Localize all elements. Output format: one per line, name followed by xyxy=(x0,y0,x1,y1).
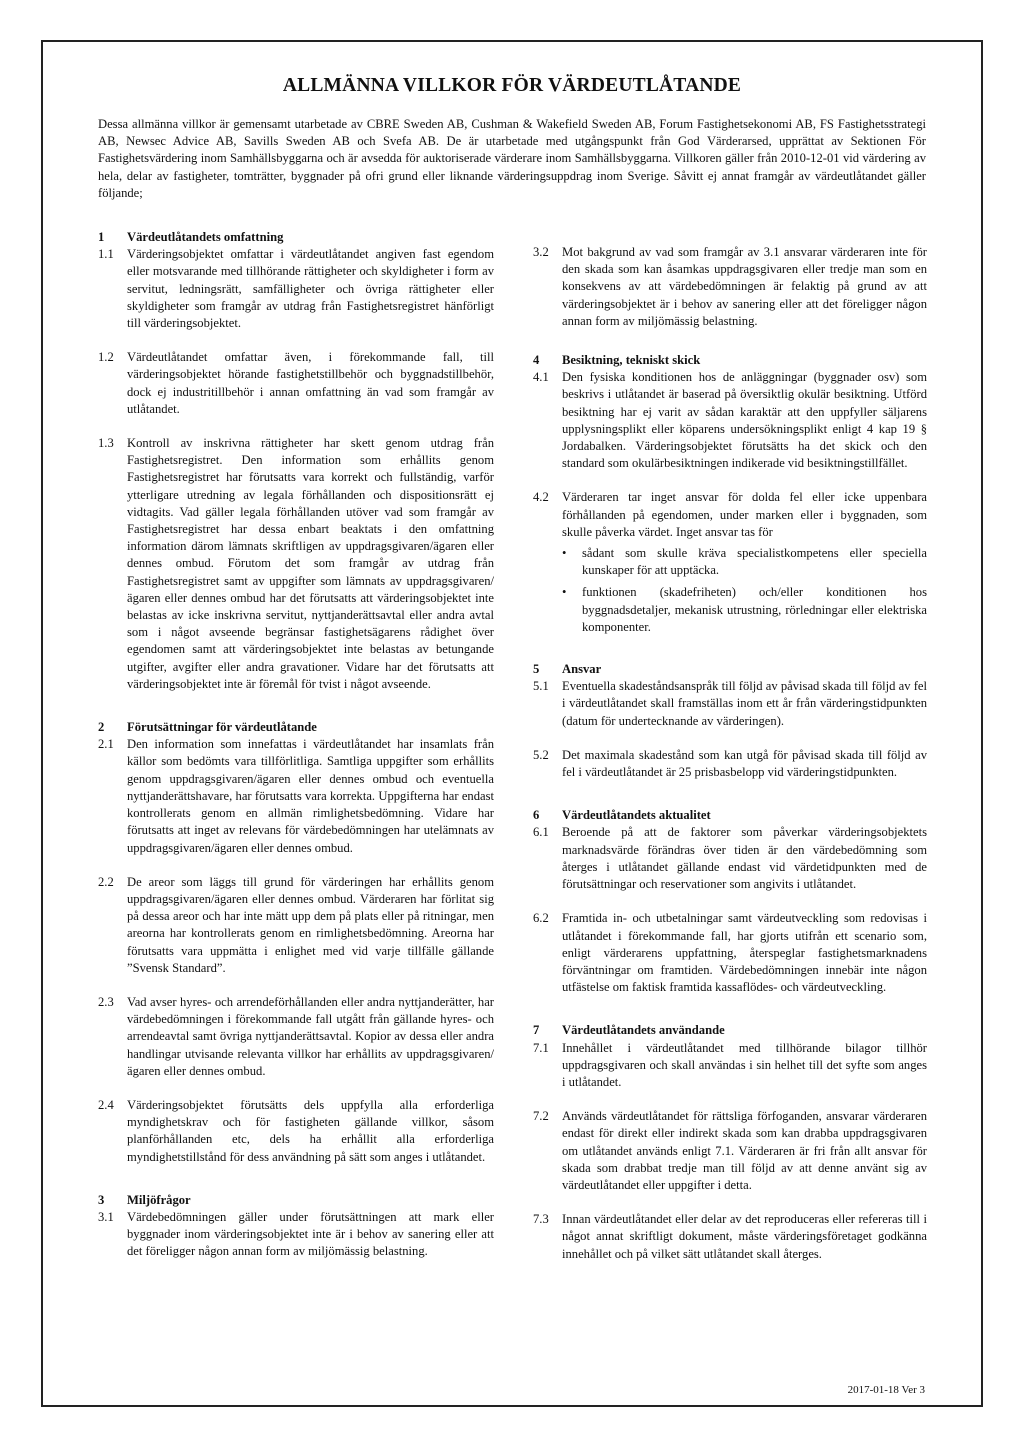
section-number: 6 xyxy=(533,808,540,823)
clause-1-1 xyxy=(98,246,494,332)
clause-number: 4.1 xyxy=(533,370,549,385)
intro-paragraph: Dessa allmänna villkor är gemensamt utarbetade av CBRE Sweden AB, Cushman & Wakefield Sweden AB, Forum Fastighetsekonomi AB, FS Fastighetsstrategi AB, Newsec Advice AB, Savills Sweden AB och Svefa AB. De är utarbetade med utgångspunkt från God Värderarsed, upprättat av Sektionen För Fastighetsvärdering inom Samhällsbyggarna och är avsedda för auktoriserade värderare inom Samhällsbyggarna. Villkoren gäller från 2010-12-01 vid värdering av hela, delar av fastigheter, tomträtter, byggnader på ofri grund eller liknande värderingsuppdrag inom Sverige. Såvitt ej annat framgår av värdeutlåtandet gäller följande; xyxy=(98,117,926,200)
clause-text: Vad avser hyres- och arrendeförhållanden eller andra nyttjanderätter, har värdebedömningen i förekommande fall utgått från gällande hyres- och arrendeavtal samt övriga nyttjanderättsavtal. Kopior av dessa eller andra handlingar utvisande relevanta villkor har erhållits av uppdragsgivaren/ägaren eller dennes ombud. xyxy=(127,994,494,1078)
clause-number: 3.1 xyxy=(98,1209,114,1224)
clause-number: 5.2 xyxy=(533,747,549,762)
section-number: 1 xyxy=(98,230,105,244)
section-3 xyxy=(98,1192,494,1261)
section-title: Miljöfrågor xyxy=(127,1192,191,1207)
bullet-item: • funktionen (skadefriheten) och/eller konditionen hos byggnadsdetaljer, mekanisk utrustning, rörledningar eller elektriska komponenter. xyxy=(562,584,927,636)
clause-text: Det maximala skadestånd som kan utgå för påvisad skada till följd av fel i värdeutlåtandet är 25 prisbasbelopp vid värderingstidpunkten. xyxy=(562,747,927,780)
clause-5-2 xyxy=(533,747,927,781)
page-frame xyxy=(41,40,983,1407)
clause-number: 7.1 xyxy=(533,1040,549,1055)
clause-7-3 xyxy=(533,1211,927,1263)
clause-text: De areor som läggs till grund för värderingen har erhållits genom uppdragsgivaren/ägaren eller dennes ombud. Värderaren har förlitat sig på dessa areor och har inte mätt upp dem på plats eller på ritningar, men areorna har kontrollerats genom en rimlighetsbedömning. Areorna har förutsatts vara uppmätta i enlighet med vid varje tillfälle gällande ”Svensk Standard”. xyxy=(127,874,494,975)
section-heading xyxy=(98,719,494,736)
clause-text: Värderingsobjektet förutsätts dels uppfylla alla erforderliga myndighetskrav och för fastigheten gällande villkor, såsom planförhållanden etc, dels ha erhållit alla erforderliga myndighetstillstånd för dess användning på sätt som anges i utlåtandet. xyxy=(127,1097,494,1164)
clause-text: Värderaren tar inget ansvar för dolda fel eller icke uppenbara förhållanden på egendomen, under marken eller i byggnaden, som skulle påverka värdet. Inget ansvar tas för xyxy=(562,490,927,539)
version-footer: 2017-01-18 Ver 3 xyxy=(847,1384,925,1396)
clause-number: 1.3 xyxy=(98,436,114,451)
bullet-icon: • xyxy=(562,585,567,600)
clause-4-2 xyxy=(533,489,927,641)
section-title: Värdeutlåtandets aktualitet xyxy=(562,808,711,823)
clause-text: Beroende på att de faktorer som påverkar värderingsobjektets marknadsvärde förändras över tiden är den värdebedömning som återges i utlåtandet gällande endast vid värdetidpunkten med de förutsättningar och reservationer som angivits i utlåtandet. xyxy=(562,825,927,892)
section-number: 4 xyxy=(533,353,540,368)
clause-text: Kontroll av inskrivna rättigheter har skett genom utdrag från Fastighetsregistret. Den information som erhållits genom Fastighetsregistret har förutsatts vara korrekt och fullständig, varför ytterligare utredning av legala förhållanden och dispositionsrätt ej vidtagits. Vad gäller legala förhållanden utöver vad som framgår av Fastighetsregistret har dessa enbart beaktats i den omfattning information därom lämnats skriftligen av uppdragsgivaren/ägaren eller dennes ombud. Förutom det som framgår av utdrag från Fastighetsregistret samt av uppgifter som lämnats av uppdragsgivaren/ägaren eller dennes ombud har det förutsatts att värderingsobjektet inte belastas av icke inskrivna servitut, nyttjanderättsavtal eller andra avtal som i något avseende begränsar fastighetsägarens rådighet över egendomen samt att värderingsobjektet inte belastas av betungande utgifter, avgifter eller andra gravationer. Vidare har det förutsatts att värderingsobjektet inte är föremål för tvist i något avseende. xyxy=(127,436,494,691)
clause-number: 3.2 xyxy=(533,245,549,259)
clause-2-3 xyxy=(98,994,494,1080)
clause-number: 2.4 xyxy=(98,1097,114,1112)
section-title: Ansvar xyxy=(562,662,602,677)
bullet-icon: • xyxy=(562,546,567,561)
bullet-list xyxy=(562,545,927,636)
clause-number: 6.2 xyxy=(533,911,549,926)
clause-number: 5.1 xyxy=(533,679,549,694)
section-1 xyxy=(98,229,494,693)
section-number: 7 xyxy=(533,1023,540,1038)
clause-text: Framtida in- och utbetalningar samt värdeutveckling som redovisas i utlåtandet i förekommande fall, har gjorts utifrån ett scenario som, enligt värderarens uppfattning, återspeglar fastighetsmarknadens förväntningar om framtiden. Värdebedömningen innebär inte någon utfästelse om faktisk framtida kassaflödes- och värdeutveckling. xyxy=(562,911,927,995)
clause-text: Värderingsobjektet omfattar i värdeutlåtandet angiven fast egendom eller motsvarande med tillhörande rättigheter och skyldigheter i form av servitut, ledningsrätt, samfälligheter och övriga rättigheter eller skyldigheter som framgår av utdrag från Fastighetsregistret hänförligt till värderingsobjektet. xyxy=(127,247,494,331)
section-heading xyxy=(533,661,927,678)
clause-text: Eventuella skadeståndsanspråk till följd av påvisad skada till följd av fel i värdeutlåtandet skall framställas inom ett år från värderingstidpunkten (datum för undertecknande av värderingen). xyxy=(562,679,927,728)
clause-number: 1.2 xyxy=(98,350,114,365)
section-7 xyxy=(533,1022,927,1262)
clause-6-2 xyxy=(533,910,927,996)
section-heading xyxy=(533,1022,927,1039)
clause-text: Den fysiska konditionen hos de anläggningar (byggnader osv) som beskrivs i utlåtandet är baserad på översiktlig okulär besiktning. Utförd besiktning har ej varit av sådan karaktär att den uppfyller säljarens upplysningsplikt eller köparens undersökningsplikt enligt 4 kap 19 § Jordabalken. Värderingsobjektet förutsätts ha det skick och den standard som okulärbesiktningen indikerade vid besiktningstillfället. xyxy=(562,370,927,471)
left-column xyxy=(98,229,494,1273)
clause-7-2 xyxy=(533,1108,927,1194)
section-title: Värdeutlåtandets användande xyxy=(562,1023,725,1038)
clause-6-1 xyxy=(533,824,927,893)
clause-number: 7.2 xyxy=(533,1109,549,1124)
section-title: Förutsättningar för värdeutlåtande xyxy=(127,720,317,735)
clause-text: Den information som innefattas i värdeutlåtandet har insamlats från källor som bedömts vara tillförlitliga. Samtliga uppgifter som erhållits genom uppdragsgivaren/ägaren eller dennes ombud och eventuella nyttjanderättshavare, har förutsatts vara korrekta. Uppgifterna har endast kontrollerats genom en allmän rimlighetsbedömning. Vidare har förutsatts att inget av relevans för värdebedömningen har utelämnats av uppdragsgivaren/ägaren eller dennes ombud. xyxy=(127,737,494,855)
right-column xyxy=(533,244,927,1275)
clause-number: 4.2 xyxy=(533,490,549,505)
section-number: 3 xyxy=(98,1192,105,1207)
clause-text: Värdeutlåtandet omfattar även, i förekommande fall, till värderingsobjektet hörande fastighetstillbehör och byggnadstillbehör, dock ej industritillbehör i annan omfattning än vad som framgår av utlåtandet. xyxy=(127,350,494,416)
clause-text: Innan värdeutlåtandet eller delar av det reproduceras eller refereras till i något annat skriftligt dokument, måste värderingsföretaget godkänna innehållet och på vilket sätt utlåtandet skall återges. xyxy=(562,1212,927,1261)
section-2 xyxy=(98,719,494,1166)
section-heading xyxy=(98,229,494,246)
section-5 xyxy=(533,661,927,781)
clause-number: 1.1 xyxy=(98,247,114,262)
bullet-item: • sådant som skulle kräva specialistkompetens eller speciella kunskaper för att upptäcka. xyxy=(562,545,927,579)
clause-text: Innehållet i värdeutlåtandet med tillhörande bilagor tillhör uppdragsgivaren och skall användas i sin helhet till det syfte som anges i utlåtandet. xyxy=(562,1040,927,1089)
clause-2-1 xyxy=(98,736,494,856)
section-6 xyxy=(533,807,927,996)
clause-7-1 xyxy=(533,1040,927,1092)
clause-1-2 xyxy=(98,349,494,418)
clause-2-4 xyxy=(98,1097,494,1166)
clause-5-1 xyxy=(533,678,927,730)
clause-text: Används värdeutlåtandet för rättsliga förfoganden, ansvarar värderaren endast för direkt eller indirekt skada som kan drabba uppdragsgivaren om utlåtandet används enligt 7.1. Värderaren är fri från allt ansvar för skada som drabbat tredje man till följd av att denne använt sig av värdeutlåtandet eller uppgifter i detta. xyxy=(562,1109,927,1192)
clause-number: 2.2 xyxy=(98,874,114,889)
section-number: 5 xyxy=(533,662,540,677)
clause-1-3 xyxy=(98,435,494,693)
clause-number: 2.1 xyxy=(98,737,114,752)
clause-3-2 xyxy=(533,244,927,330)
clause-text: Mot bakgrund av vad som framgår av 3.1 ansvarar värderaren inte för den skada som kan åsamkas uppdragsgivaren eller tredje man som en konsekvens av att värdebedömningen är felaktig på grund av att värderingsobjektet är i behov av sanering eller att det föreligger någon annan form av miljömässig belastning. xyxy=(562,245,927,328)
clause-number: 7.3 xyxy=(533,1212,549,1227)
document-title: ALLMÄNNA VILLKOR FÖR VÄRDEUTLÅTANDE xyxy=(282,75,742,96)
section-heading xyxy=(533,352,927,369)
section-heading xyxy=(533,807,927,824)
section-heading xyxy=(98,1192,494,1209)
clause-number: 6.1 xyxy=(533,825,549,840)
clause-2-2 xyxy=(98,874,494,977)
section-number: 2 xyxy=(98,720,105,735)
section-4 xyxy=(533,352,927,641)
section-title: Värdeutlåtandets omfattning xyxy=(127,230,284,244)
section-title: Besiktning, tekniskt skick xyxy=(562,353,701,368)
clause-4-1 xyxy=(533,369,927,472)
clause-text: Värdebedömningen gäller under förutsättningen att mark eller byggnader inom värderingsobjektet inte är i behov av sanering eller att det föreligger någon annan form av miljömässig belastning. xyxy=(127,1209,494,1259)
clause-3-1 xyxy=(98,1209,494,1261)
clause-number: 2.3 xyxy=(98,994,114,1009)
